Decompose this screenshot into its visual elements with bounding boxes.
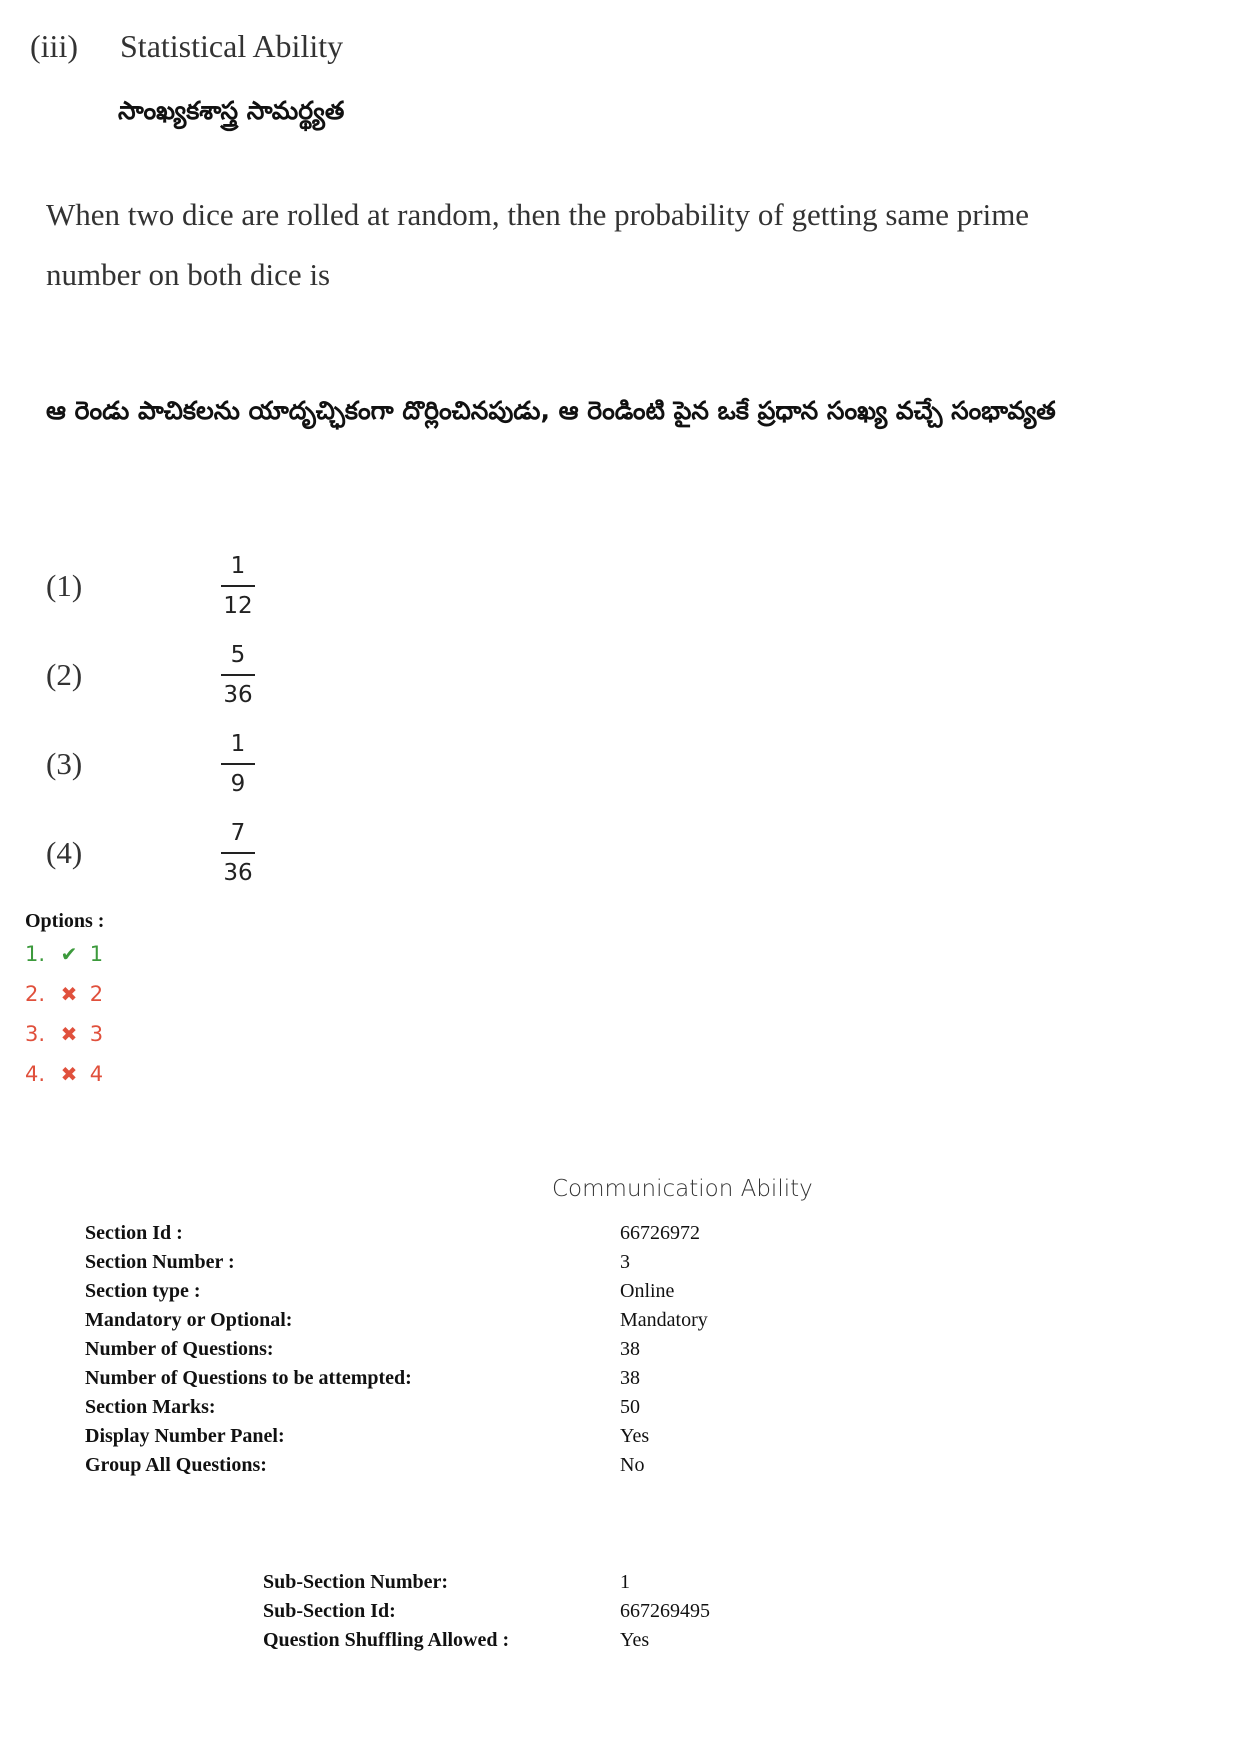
- section-info-row: [85, 1367, 1085, 1396]
- option-index: 4.: [25, 1062, 46, 1086]
- section-info-row: [85, 1280, 1085, 1309]
- option-row-3: [25, 1022, 103, 1046]
- option-value: 4: [89, 1062, 104, 1086]
- answer-choice-2: [46, 639, 346, 715]
- fraction-numerator: 1: [230, 553, 246, 579]
- option-row-2: [25, 982, 103, 1006]
- info-value: 50: [620, 1396, 640, 1418]
- info-key: Sub-Section Number:: [263, 1571, 449, 1593]
- info-value: 1: [620, 1571, 630, 1593]
- section-info-row: [85, 1425, 1085, 1454]
- section-title: Communication Ability: [552, 1176, 813, 1202]
- section-info-row: [85, 1251, 1085, 1280]
- section-info-row: [85, 1396, 1085, 1425]
- choice-fraction: [221, 550, 255, 622]
- info-key: Display Number Panel:: [85, 1425, 285, 1447]
- question-topic-english: Statistical Ability: [120, 28, 344, 64]
- option-row-1: [25, 942, 103, 966]
- question-stem-telugu: ఆ రెండు పాచికలను యాదృచ్ఛికంగా దొర్లించినపుడు, ఆ రెండింటి పైన ఒకే ప్రధాన సంఖ్య వచ్చే సంభావ్యత: [46, 396, 1056, 425]
- fraction-bar: [221, 585, 255, 587]
- section-info-row: [85, 1222, 1085, 1251]
- choice-label: (4): [46, 835, 83, 870]
- fraction-numerator: 7: [230, 820, 246, 846]
- info-key: Group All Questions:: [85, 1454, 267, 1476]
- info-key: Section Id :: [85, 1222, 183, 1244]
- info-value: Yes: [620, 1425, 650, 1447]
- question-stem-english: When two dice are rolled at random, then the probability of getting same prime number on both dice is: [46, 197, 1030, 292]
- info-value: Mandatory: [620, 1309, 708, 1331]
- choice-label: (3): [46, 746, 83, 781]
- info-value: Yes: [620, 1629, 650, 1651]
- info-key: Mandatory or Optional:: [85, 1309, 293, 1331]
- fraction-denominator: 36: [223, 860, 253, 886]
- section-info-row: [85, 1309, 1085, 1338]
- option-value: 2: [89, 982, 104, 1006]
- fraction-numerator: 1: [230, 731, 246, 757]
- info-value: 66726972: [620, 1222, 700, 1244]
- info-key: Question Shuffling Allowed :: [263, 1629, 510, 1651]
- info-value: 667269495: [620, 1600, 710, 1622]
- fraction-numerator: 5: [230, 642, 246, 668]
- info-value: 38: [620, 1338, 640, 1360]
- info-key: Section Number :: [85, 1251, 235, 1273]
- info-value: No: [620, 1454, 645, 1476]
- question-number: (iii): [30, 28, 78, 64]
- options-label: Options :: [25, 910, 105, 932]
- option-value: 1: [89, 942, 104, 966]
- subsection-info-row: [263, 1571, 963, 1600]
- fraction-denominator: 12: [223, 593, 253, 619]
- choice-fraction: [221, 728, 255, 800]
- fraction-denominator: 9: [230, 771, 246, 797]
- info-value: Online: [620, 1280, 675, 1302]
- section-info-row: [85, 1454, 1085, 1483]
- question-topic-telugu: సాంఖ్యకశాస్త్ర సామర్థ్యత: [118, 96, 345, 125]
- info-key: Sub-Section Id:: [263, 1600, 396, 1622]
- cross-icon: ✖: [60, 982, 78, 1006]
- answer-choice-4: [46, 817, 346, 893]
- choice-label: (2): [46, 657, 83, 692]
- info-key: Section Marks:: [85, 1396, 216, 1418]
- fraction-denominator: 36: [223, 682, 253, 708]
- fraction-bar: [221, 763, 255, 765]
- section-info-row: [85, 1338, 1085, 1367]
- check-icon: ✔: [60, 942, 78, 966]
- option-index: 3.: [25, 1022, 46, 1046]
- cross-icon: ✖: [60, 1022, 78, 1046]
- info-key: Number of Questions:: [85, 1338, 274, 1360]
- option-row-4: [25, 1062, 103, 1086]
- info-value: 38: [620, 1367, 640, 1389]
- option-index: 2.: [25, 982, 46, 1006]
- answer-choice-1: [46, 550, 346, 626]
- fraction-bar: [221, 674, 255, 676]
- info-key: Number of Questions to be attempted:: [85, 1367, 412, 1389]
- choice-fraction: [221, 639, 255, 711]
- option-value: 3: [89, 1022, 104, 1046]
- answer-choice-3: [46, 728, 346, 804]
- info-value: 3: [620, 1251, 630, 1273]
- cross-icon: ✖: [60, 1062, 78, 1086]
- choice-fraction: [221, 817, 255, 889]
- subsection-info-row: [263, 1629, 963, 1658]
- subsection-info-row: [263, 1600, 963, 1629]
- option-index: 1.: [25, 942, 46, 966]
- choice-label: (1): [46, 568, 83, 603]
- fraction-bar: [221, 852, 255, 854]
- info-key: Section type :: [85, 1280, 201, 1302]
